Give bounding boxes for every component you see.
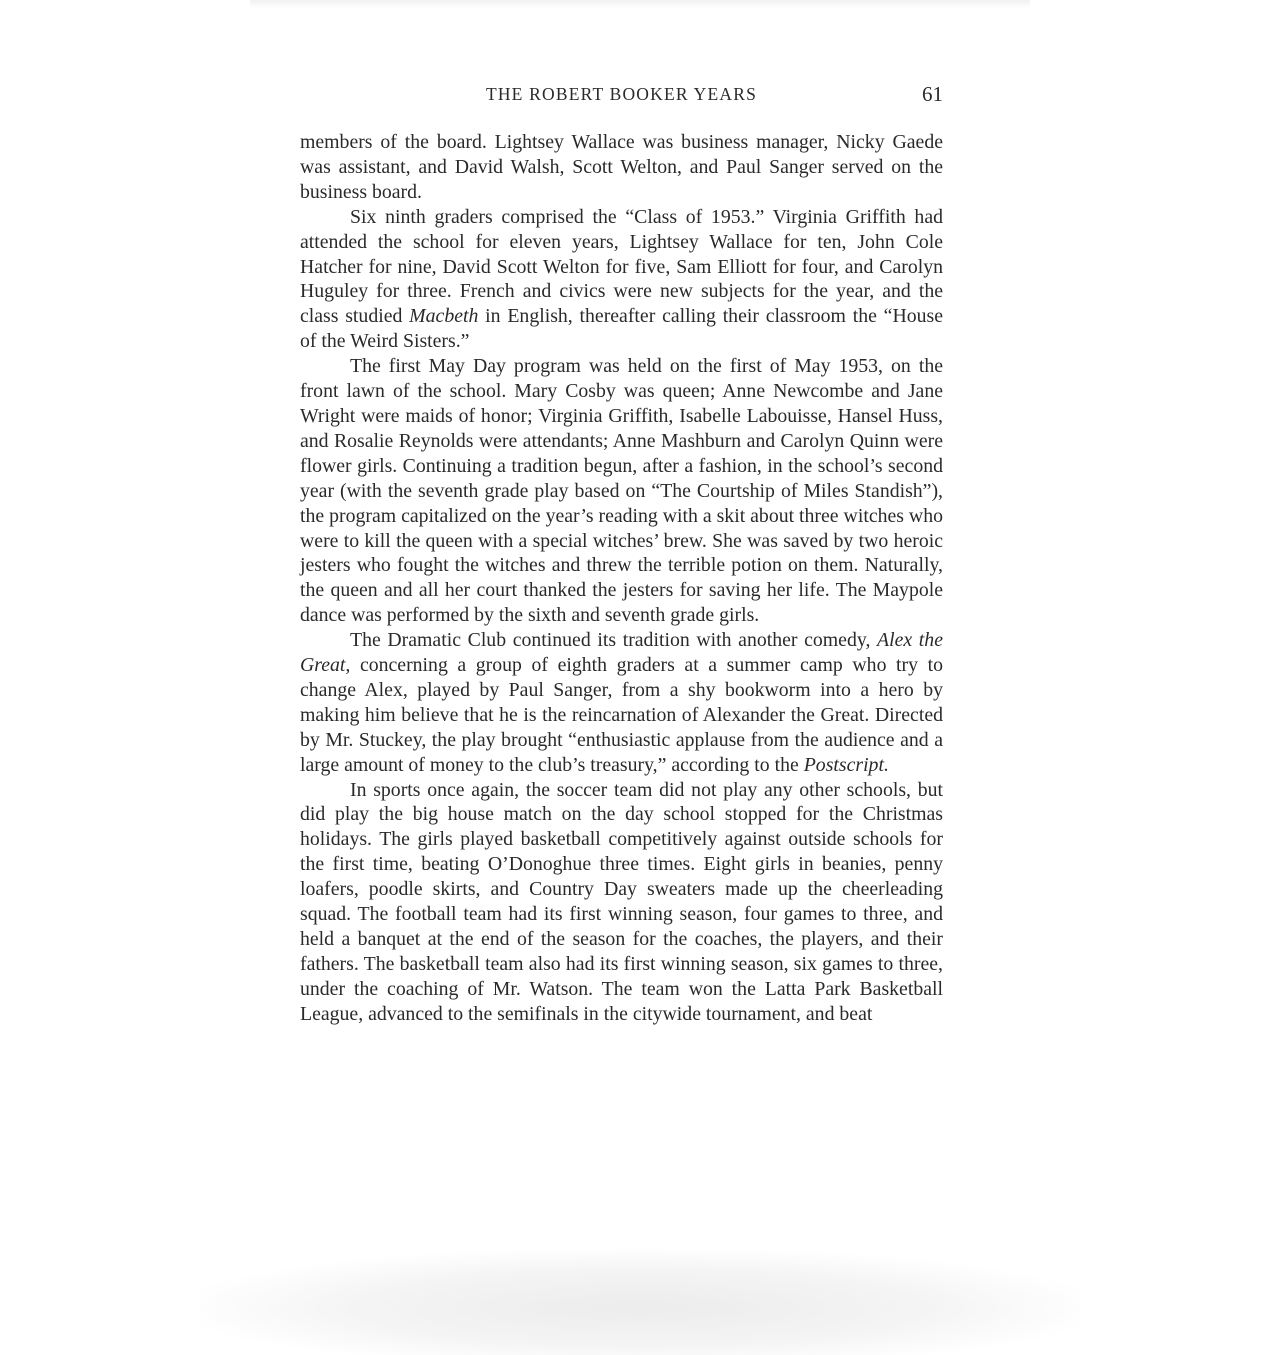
- paragraph-may-day: [300, 354, 943, 628]
- running-head: THE ROBERT BOOKER YEARS: [485, 84, 758, 104]
- scan-shadow-top: [250, 0, 1030, 8]
- paragraph-text: members of the board. Lightsey Wallace was business manager, Nicky Gaede was assistant, and David Walsh, Scott Welton, and Paul Sanger served on the business board.: [300, 131, 943, 203]
- page-header: [300, 80, 943, 108]
- paragraph-text: Six ninth graders comprised the “Class of 1953.” Virginia Griffith had attended the school for eleven years, Lightsey Wallace for ten, John Cole Hatcher for nine, David Scott Welton for five, Sam Elliott for four, and Carolyn Huguley for three. French and civics were new subjects for the year, and the class studied: [300, 205, 943, 328]
- paragraph-text: concerning a group of eighth graders at a summer camp who try to change Alex, played by Paul Sanger, from a shy bookworm into a hero by making him believe that he is the reincarnation of Alexander the Great. Directed by Mr. Stuckey, the play brought “enthusiastic applause from the audience and a large amount of money to the club’s treasury,” according to the: [300, 654, 943, 776]
- paragraph-text: The first May Day program was held on the first of May 1953, on the front lawn of the school. Mary Cosby was queen; Anne Newcombe and Jane Wright were maids of honor; Virginia Griffith, Isabelle Labouisse, Hansel Huss, and Rosalie Reynolds were attendants; Anne Mashburn and Carolyn Quinn were flower girls. Continuing a tradition begun, after a fashion, in the school’s second year (with the seventh grade play based on “The Courtship of Miles Standish”), the program capitalized on the year’s reading with a skit about three witches who were to kill the queen with a special witches’ brew. She was saved by two heroic jesters who fought the witches and threw the terrible potion on them. Naturally, the queen and all her court thanked the jesters for saving her life. The Maypole dance was performed by the sixth and seventh grade girls.: [300, 355, 943, 627]
- paragraph-class-of-1953: [300, 205, 943, 354]
- italic-title-postscript: Postscript.: [803, 753, 889, 776]
- paragraph-text: in English, thereafter calling their classroom the “House of the Weird Sisters.”: [300, 305, 943, 353]
- paragraph-continued: [300, 130, 943, 205]
- paragraph-text: The Dramatic Club continued its tradition with another comedy,: [350, 629, 878, 652]
- paragraph-text: In sports once again, the soccer team did not play any other schools, but did play the big house match on the day school stopped for the Christmas holidays. The girls played basketball competitively against outside schools for the first time, beating O’Donoghue three times. Eight girls in beanies, penny loafers, poodle skirts, and Country Day sweaters made up the cheerleading squad. The football team had its first winning season, four games to three, and held a banquet at the end of the season for the coaches, the players, and their fathers. The basketball team also had its first winning season, six games to three, under the coaching of Mr. Watson. The team won the Latta Park Basketball League, advanced to the semifinals in the citywide tournament, and beat: [300, 778, 943, 1025]
- scan-shadow-bottom: [200, 1250, 1080, 1355]
- italic-title-alex-the-great: Alex the Great,: [300, 629, 943, 677]
- paragraph-sports: [300, 778, 943, 1027]
- italic-title-macbeth: Macbeth: [409, 305, 479, 328]
- body-text: [300, 130, 943, 1027]
- paragraph-dramatic-club: [300, 628, 943, 777]
- page-number: 61: [922, 82, 943, 106]
